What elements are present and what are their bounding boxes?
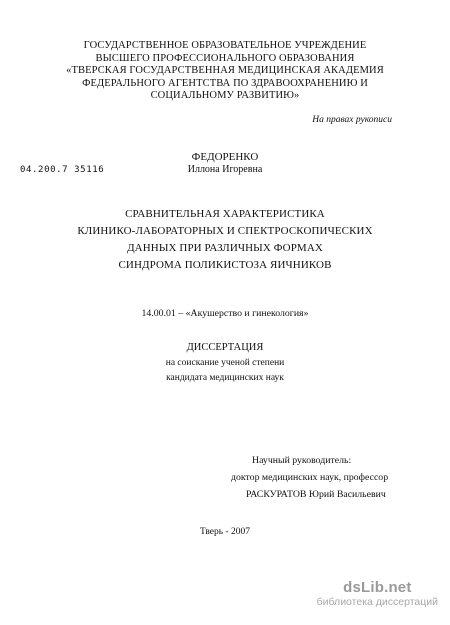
- specialty: 14.00.01 – «Акушерство и гинекология»: [141, 308, 309, 319]
- degree-line: кандидата медицинских наук: [166, 373, 284, 383]
- institution-line: ГОСУДАРСТВЕННОЕ ОБРАЗОВАТЕЛЬНОЕ УЧРЕЖДЕНИЕ: [83, 40, 367, 51]
- watermark-logo: dsLib.net: [343, 579, 412, 596]
- title-line: СРАВНИТЕЛЬНАЯ ХАРАКТЕРИСТИКА: [125, 208, 325, 220]
- institution-line: ВЫСШЕГО ПРОФЕССИОНАЛЬНОГО ОБРАЗОВАНИЯ: [95, 52, 355, 64]
- library-stamp-number: 04.200.7 35116: [20, 165, 105, 175]
- rights-note: На правах рукописи: [312, 115, 392, 125]
- institution-line: «ТВЕРСКАЯ ГОСУДАРСТВЕННАЯ МЕДИЦИНСКАЯ АКАДЕМИЯ: [66, 65, 384, 77]
- dissertation-title: [0, 206, 450, 274]
- title-line: СИНДРОМА ПОЛИКИСТОЗА ЯИЧНИКОВ: [118, 259, 332, 271]
- watermark-subtitle: библиотека диссертаций: [316, 596, 438, 608]
- institution-line: СОЦИАЛЬНОМУ РАЗВИТИЮ»: [150, 90, 300, 102]
- supervisor-name: РАСКУРАТОВ Юрий Васильевич: [246, 489, 386, 500]
- degree-line: на соискание ученой степени: [165, 358, 285, 368]
- document-type: ДИССЕРТАЦИЯ: [186, 342, 264, 353]
- title-line: ДАННЫХ ПРИ РАЗЛИЧНЫХ ФОРМАХ: [127, 242, 323, 254]
- place-year: Тверь - 2007: [200, 527, 250, 537]
- institution-line: ФЕДЕРАЛЬНОГО АГЕНТСТВА ПО ЗДРАВООХРАНЕНИЮ И: [82, 77, 368, 89]
- institution-header: [0, 40, 450, 103]
- author-surname: ФЕДОРЕНКО: [191, 151, 259, 163]
- supervisor-block: [231, 452, 389, 503]
- title-line: КЛИНИКО-ЛАБОРАТОРНЫХ И СПЕКТРОСКОПИЧЕСКИХ: [77, 225, 373, 237]
- degree-info: [0, 356, 450, 386]
- author-name: Иллона Игоревна: [187, 164, 263, 175]
- supervisor-title: доктор медицинских наук, профессор: [231, 472, 389, 483]
- supervisor-label: Научный руководитель:: [252, 455, 352, 466]
- watermark: [317, 579, 438, 608]
